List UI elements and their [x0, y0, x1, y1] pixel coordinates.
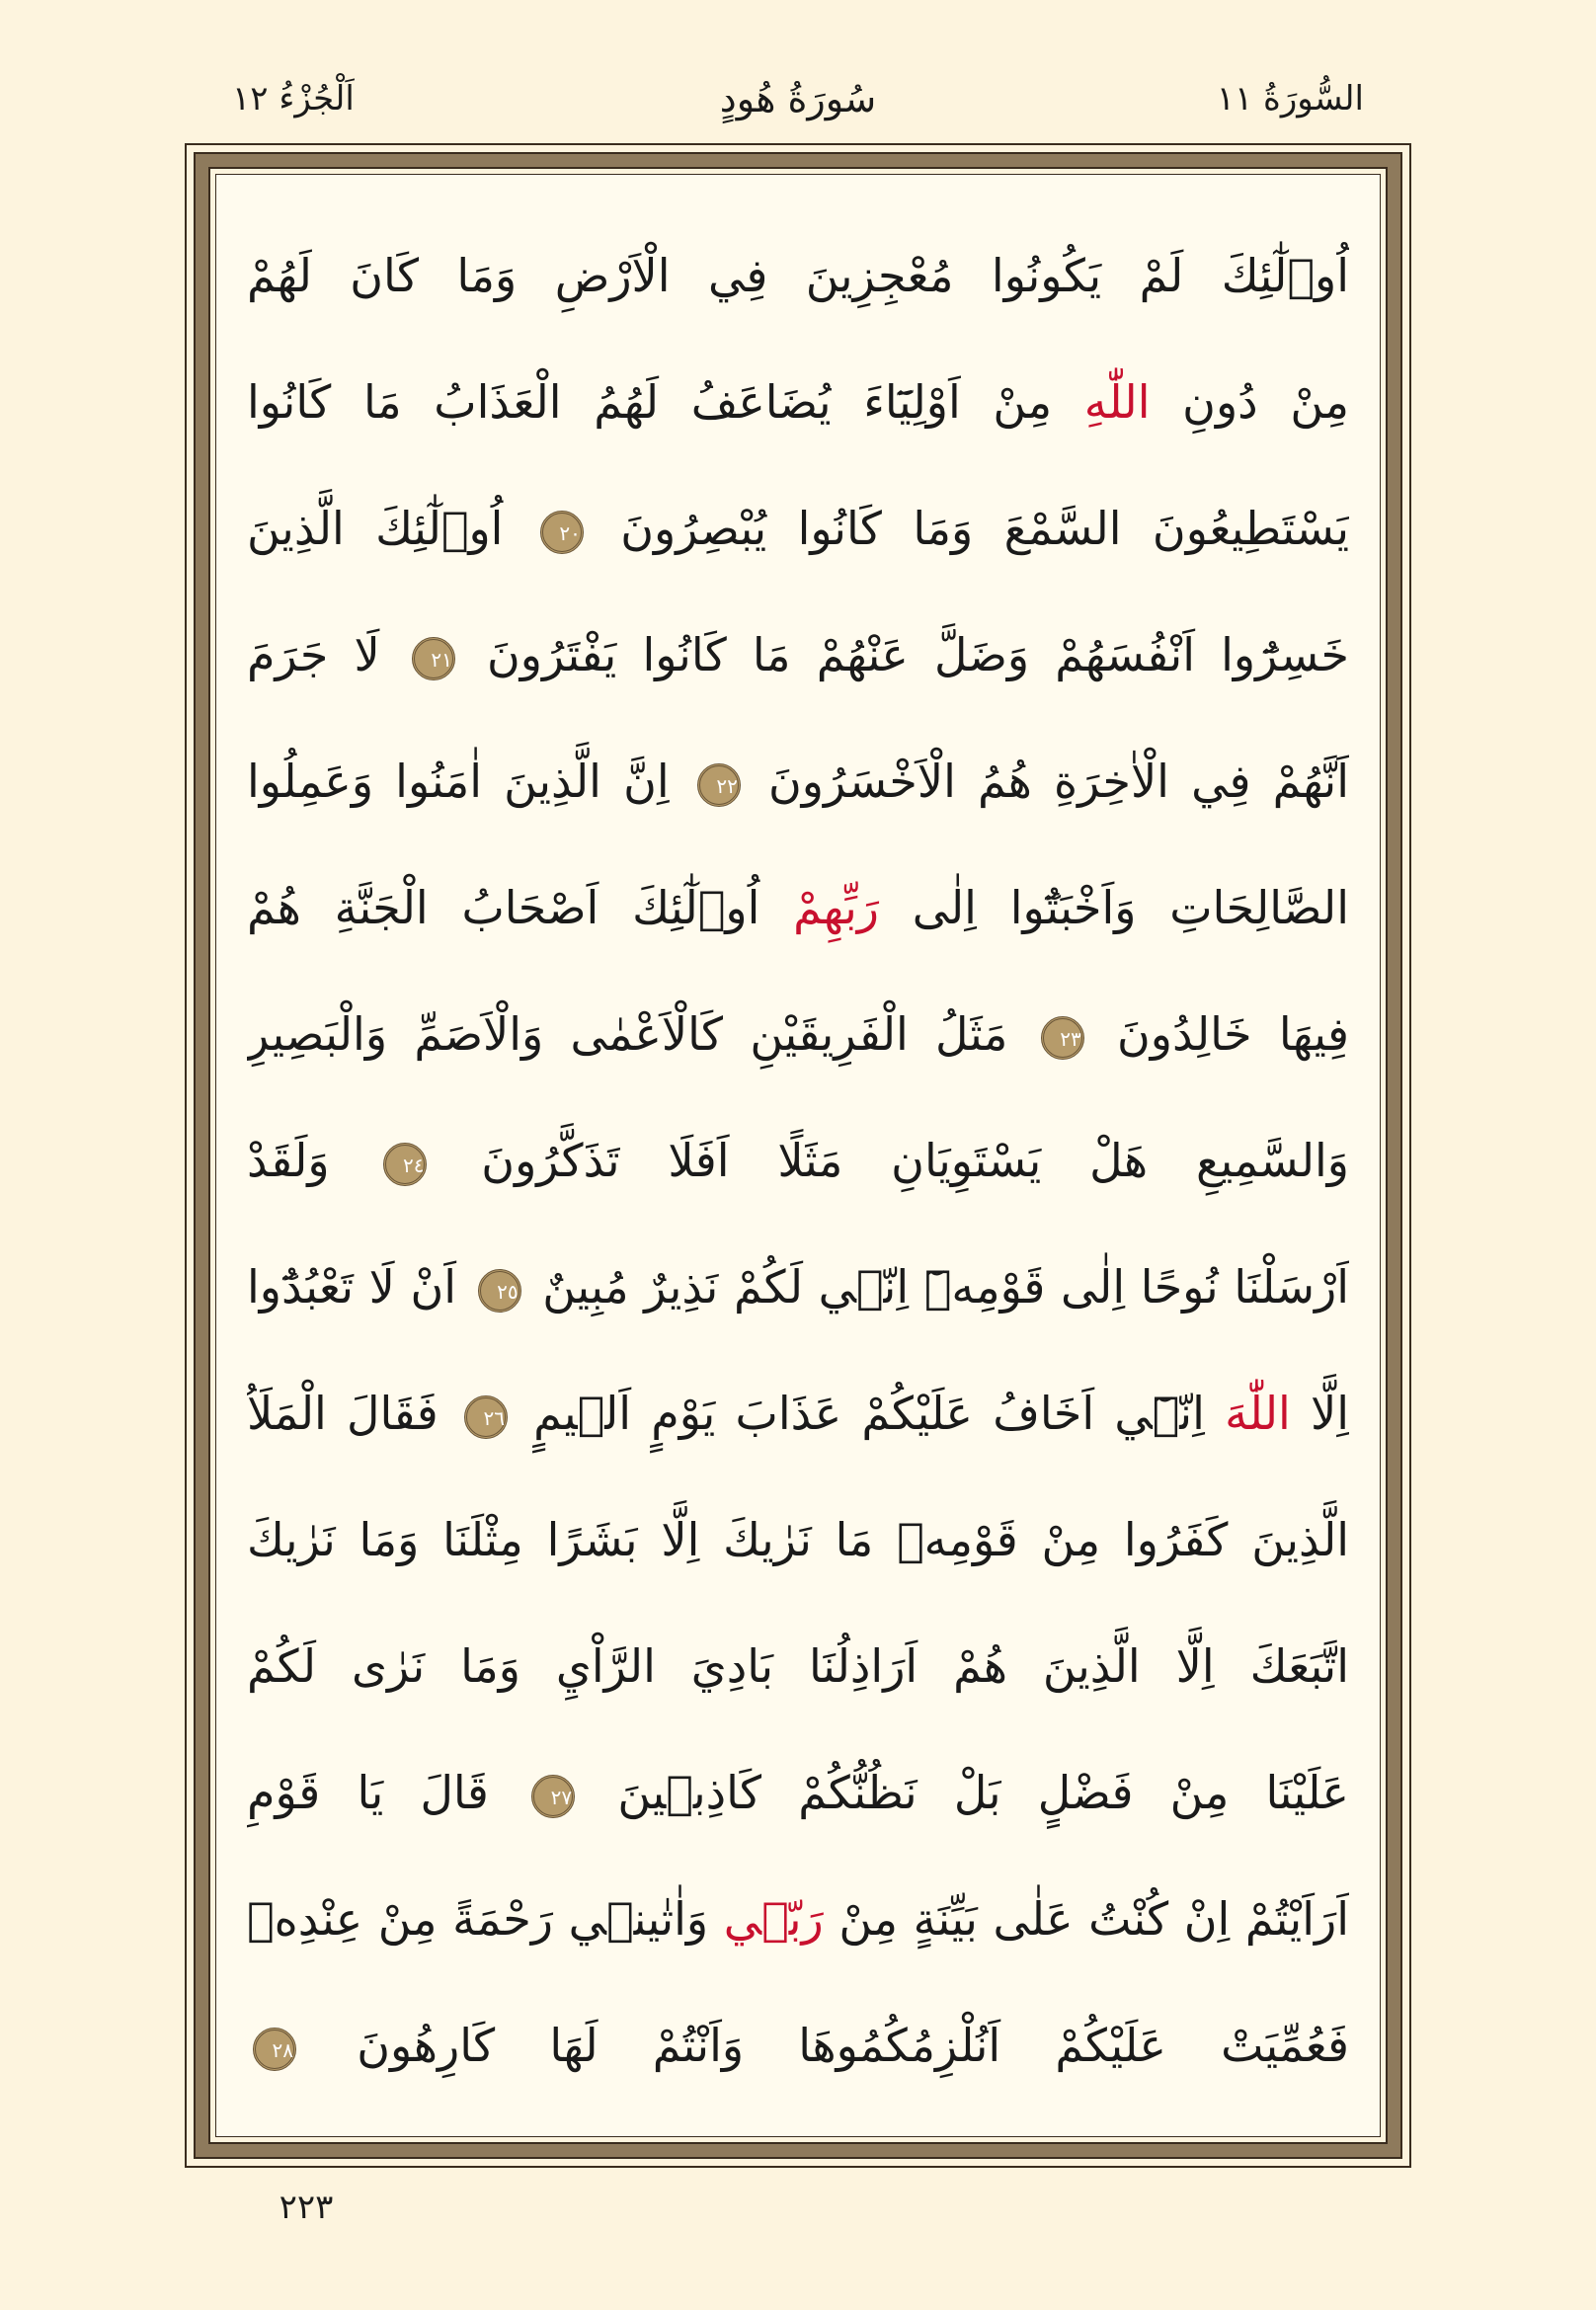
ayah-number-marker: ٢١ [412, 637, 455, 680]
text-line [247, 1729, 1349, 1856]
divine-name-text: اللّٰهَ [1225, 1387, 1291, 1440]
verse-text: فَعُمِّيَتْ عَلَيْكُمْ اَنُلْزِمُكُمُوهَا وَاَنْتُمْ لَهَا كَارِهُونَ [302, 2019, 1349, 2072]
verse-text: اَرَاَيْتُمْ اِنْ كُنْتُ عَلٰى بَيِّنَةٍ مِنْ [823, 1892, 1349, 1946]
ayah-number-marker: ٢٤ [383, 1143, 427, 1186]
text-line [247, 1476, 1349, 1603]
page-header [0, 69, 1596, 128]
verse-text: يَسْتَطِيعُونَ السَّمْعَ وَمَا كَانُوا يُبْصِرُونَ [589, 502, 1349, 555]
verse-text: الَّذِينَ كَفَرُوا مِنْ قَوْمِه۪ مَا نَرٰيكَ اِلَّا بَشَرًا مِثْلَنَا وَمَا نَرٰيكَ [247, 1513, 1349, 1566]
ayah-number-marker: ٢٥ [478, 1269, 521, 1313]
verse-text: مِنْ دُونِ [1150, 375, 1349, 429]
text-line [247, 1982, 1349, 2109]
verse-text: اِنّ۪ٓي اَخَافُ عَلَيْكُمْ عَذَابَ يَوْمٍ اَل۪يمٍ [513, 1387, 1226, 1440]
verse-text: اَرْسَلْنَا نُوحًا اِلٰى قَوْمِه۪ٓ اِنّ۪ي لَكُمْ نَذِيرٌ مُبِينٌ [526, 1260, 1349, 1314]
verse-text: اِلَّا [1290, 1387, 1349, 1440]
text-line [247, 1603, 1349, 1729]
text-line [247, 1350, 1349, 1476]
ayah-number-marker: ٢٢ [697, 763, 741, 807]
verse-text: فَقَالَ الْمَلَاُ [247, 1387, 458, 1440]
surah-number-label: السُّورَةُ ١١ [1216, 79, 1364, 119]
text-line [247, 1856, 1349, 1982]
ayah-number-marker: ٢٣ [1041, 1016, 1084, 1060]
verse-text: قَالَ يَا قَوْمِ [247, 1766, 526, 1819]
quran-text-block [247, 212, 1349, 2109]
text-line [247, 718, 1349, 844]
text-line [247, 971, 1349, 1097]
verse-text: الصَّالِحَاتِ وَاَخْبَتُٓوا اِلٰى [879, 881, 1349, 934]
text-line [247, 465, 1349, 592]
text-line [247, 592, 1349, 718]
divine-name-text: رَبّ۪ي [723, 1892, 824, 1946]
ayah-number-marker: ٢٧ [531, 1775, 575, 1818]
verse-text: مَثَلُ الْفَرِيقَيْنِ كَالْاَعْمٰى وَالْاَصَمِّ وَالْبَصِيرِ [247, 1007, 1035, 1061]
ayah-number-marker: ٢٦ [464, 1395, 508, 1439]
verse-text: فِيهَا خَالِدُونَ [1089, 1007, 1349, 1061]
verse-text: خَسِرُٓوا اَنْفُسَهُمْ وَضَلَّ عَنْهُمْ مَا كَانُوا يَفْتَرُونَ [460, 628, 1349, 681]
juz-label: اَلْجُزْءُ ١٢ [232, 79, 355, 119]
verse-text: لَا جَرَمَ [247, 628, 406, 681]
divine-name-text: رَبِّهِمْ [793, 881, 880, 934]
verse-text: اُو۬لٰٓئِكَ لَمْ يَكُونُوا مُعْجِزِينَ فِي الْاَرْضِ وَمَا كَانَ لَهُمْ [247, 249, 1349, 302]
ayah-number-marker: ٢٠ [540, 511, 584, 554]
verse-text: وَاٰتٰين۪ي رَحْمَةً مِنْ عِنْدِه۪ [247, 1892, 724, 1946]
verse-text: عَلَيْنَا مِنْ فَضْلٍ بَلْ نَظُنُّكُمْ كَاذِب۪ينَ [581, 1766, 1349, 1819]
verse-text: مِنْ اَوْلِيَٓاءَ يُضَاعَفُ لَهُمُ الْعَذَابُ مَا كَانُوا [247, 375, 1084, 429]
verse-text: اُو۬لٰٓئِكَ اَصْحَابُ الْجَنَّةِ هُمْ [247, 881, 794, 934]
page-number: ٢٢٣ [279, 2188, 334, 2227]
surah-title: سُورَةُ هُودٍ [719, 77, 877, 120]
text-line [247, 844, 1349, 971]
text-line [247, 1097, 1349, 1224]
text-line [247, 339, 1349, 465]
ayah-number-marker: ٢٨ [253, 2028, 296, 2071]
verse-text: اَنَّهُمْ فِي الْاٰخِرَةِ هُمُ الْاَخْسَرُونَ [746, 755, 1349, 808]
verse-text: اتَّبَعَكَ اِلَّا الَّذِينَ هُمْ اَرَاذِلُنَا بَادِيَ الرَّاْيِ وَمَا نَرٰى لَكُمْ [247, 1639, 1349, 1693]
divine-name-text: اللّٰهِ [1083, 375, 1151, 429]
text-line [247, 212, 1349, 339]
verse-text: وَالسَّمِيعِ هَلْ يَسْتَوِيَانِ مَثَلًا اَفَلَا تَذَكَّرُونَ [433, 1134, 1349, 1187]
text-line [247, 1224, 1349, 1350]
verse-text: اُو۬لٰٓئِكَ الَّذِينَ [247, 502, 534, 555]
verse-text: اِنَّ الَّذِينَ اٰمَنُوا وَعَمِلُوا [247, 755, 691, 808]
verse-text: وَلَقَدْ [247, 1134, 378, 1187]
verse-text: اَنْ لَا تَعْبُدُٓوا [247, 1260, 472, 1314]
